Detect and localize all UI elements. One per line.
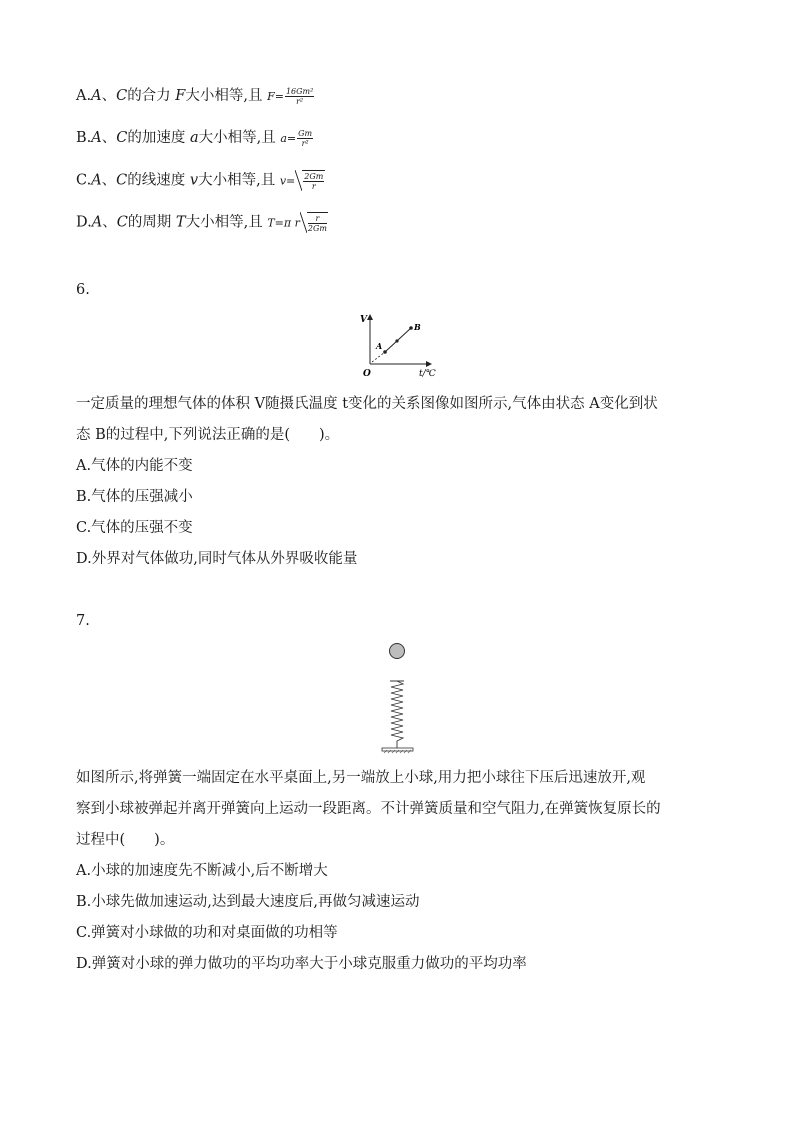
- point-c-label: C: [116, 130, 128, 146]
- symbol: F: [175, 88, 186, 104]
- separator: 、: [101, 88, 117, 104]
- q7-spring-ball-figure: [375, 640, 420, 758]
- point-b-label: B: [414, 322, 421, 332]
- option-text: 的合力: [127, 88, 171, 104]
- option-text-tail: 大小相等,且: [198, 130, 276, 146]
- midpoint: [395, 339, 398, 342]
- denominator: r²: [296, 96, 304, 106]
- q5-option-b: [76, 128, 314, 149]
- denominator: r²: [301, 138, 309, 148]
- point-a-label: A: [91, 88, 102, 104]
- option-text: 的线速度: [127, 172, 186, 189]
- equation-lhs: a=: [280, 132, 297, 145]
- point-a-label: A: [91, 172, 102, 189]
- symbol: v: [189, 172, 199, 189]
- equation-lhs: T=π r: [267, 216, 300, 230]
- point-c-label: C: [116, 214, 128, 231]
- point-c-label: C: [116, 88, 128, 104]
- denominator: 2Gm: [307, 223, 327, 233]
- option-text-tail: 大小相等,且: [185, 214, 263, 231]
- equation-lhs: v=: [279, 174, 296, 188]
- q6-option-d: D.外界对气体做功,同时气体从外界吸收能量: [76, 551, 358, 567]
- point-a-label: A: [376, 341, 383, 351]
- option-text-tail: 大小相等,且: [198, 172, 276, 189]
- q6-stem-line-2: 态 B的过程中,下列说法正确的是( )。: [76, 427, 340, 443]
- q5-option-d: [76, 212, 328, 234]
- q6-option-b: B.气体的压强减小: [76, 489, 193, 505]
- numerator: 2Gm: [304, 171, 324, 181]
- separator: 、: [101, 130, 117, 146]
- q7-stem-line-1: 如图所示,将弹簧一端固定在水平桌面上,另一端放上小球,用力把小球往下压后迅速放开,观: [76, 770, 646, 786]
- q7-option-c: C.弹簧对小球做的功和对桌面做的功相等: [76, 925, 338, 941]
- square-root: [295, 170, 325, 191]
- question-7-number: 7.: [76, 613, 90, 629]
- q7-option-a: A.小球的加速度先不断减小,后不断增大: [76, 863, 328, 879]
- symbol: T: [175, 214, 186, 231]
- fraction: [303, 172, 324, 191]
- q5-option-c: [76, 170, 325, 192]
- fraction: [297, 129, 313, 148]
- q6-stem-line-1: 一定质量的理想气体的体积 V随摄氏温度 t变化的关系图像如图所示,气体由状态 A变化到状: [76, 396, 658, 412]
- spring: [391, 681, 403, 748]
- option-prefix: D.: [76, 214, 92, 231]
- point-a-label: A: [91, 130, 102, 146]
- option-prefix: B.: [76, 130, 92, 146]
- t-axis-label: t/℃: [419, 369, 436, 379]
- symbol: a: [189, 130, 199, 146]
- extension-dashed-line: [372, 352, 385, 362]
- separator: 、: [102, 214, 117, 231]
- option-text: 的加速度: [127, 130, 186, 146]
- question-6-number: 6.: [76, 282, 90, 298]
- q7-option-d: D.弹簧对小球的弹力做功的平均功率大于小球克服重力做功的平均功率: [76, 956, 527, 972]
- q7-stem-line-3: 过程中( )。: [76, 832, 175, 848]
- option-prefix: A.: [76, 88, 92, 104]
- numerator: r: [308, 214, 327, 224]
- denominator: r: [311, 181, 316, 191]
- separator: 、: [101, 172, 117, 189]
- option-text: 的周期: [127, 214, 172, 231]
- q7-option-b: B.小球先做加速运动,达到最大速度后,再做匀减速运动: [76, 894, 420, 910]
- numerator: Gm: [298, 128, 313, 138]
- origin-label: O: [363, 369, 371, 379]
- v-axis-label: V: [360, 315, 367, 325]
- numerator: 16Gm²: [285, 86, 314, 96]
- fraction: [285, 87, 314, 106]
- square-root: [300, 212, 328, 233]
- q6-option-a: A.气体的内能不变: [76, 458, 193, 474]
- fraction: [308, 214, 327, 233]
- q5-option-a: [76, 86, 315, 107]
- option-text-tail: 大小相等,且: [185, 88, 263, 104]
- point-c-label: C: [116, 172, 128, 189]
- option-prefix: C.: [76, 172, 92, 189]
- q6-option-c: C.气体的压强不变: [76, 520, 193, 536]
- q6-vt-graph: [355, 310, 445, 380]
- q7-stem-line-2: 察到小球被弹起并离开弹簧向上运动一段距离。不计弹簧质量和空气阻力,在弹簧恢复原长的: [76, 801, 661, 817]
- equation-lhs: F=: [267, 90, 284, 103]
- ball: [390, 644, 405, 659]
- point-b: [409, 326, 413, 330]
- point-a-label: A: [91, 214, 103, 231]
- point-a: [383, 350, 387, 354]
